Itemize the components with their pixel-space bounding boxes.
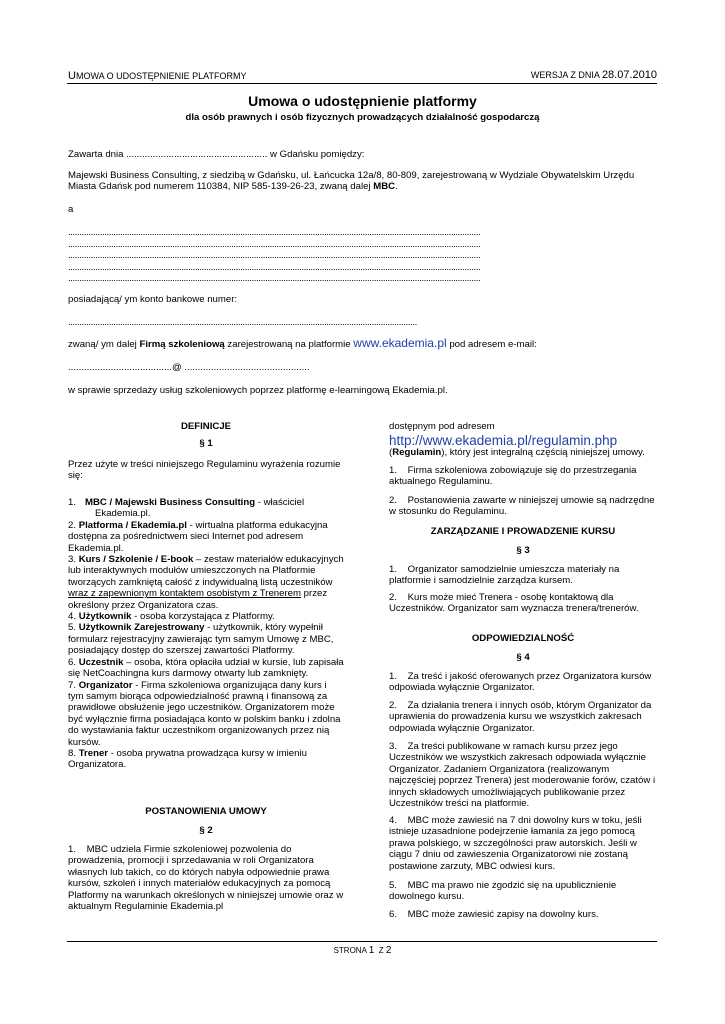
regulamin-intro: dostępnym pod adresem: [389, 421, 495, 432]
heading-par3: § 3: [516, 545, 530, 556]
definition-item: 1. MBC / Majewski Business Consulting - właściciel Ekademia.pl.: [68, 497, 305, 520]
heading-par4: § 4: [516, 652, 530, 663]
ekademia-link[interactable]: www.ekademia.pl: [353, 338, 447, 350]
intro-a: a: [68, 204, 74, 215]
par3-item-2: 2. Kurs może mieć Trenera - osobę kontaktową dla Uczestników. Organizator sam wyznacza trenera/trenerów.: [389, 592, 639, 615]
intro-sprawie: w sprawie sprzedaży usług szkoleniowych poprzez platformę e-learningową Ekademia.pl.: [68, 385, 448, 396]
regulamin-link[interactable]: http://www.ekademia.pl/regulamin.php: [389, 433, 618, 448]
par4-item-1: 1. Za treść i jakość oferowanych przez Organizatora kursów odpowiada wyłącznie Organizator.: [389, 671, 652, 694]
definition-item: 3. Kurs / Szkolenie / E-book – zestaw materiałów edukacyjnych lub interaktywnych modułów umieszczonych na Platformie tworzących zamkniętą całość z indywidualną listą uczestników wraz z zapewnionym kontaktem osobistym z Trenerem przez określony przez Organizatora czas.: [68, 554, 344, 611]
header-version: WERSJA Z DNIA 28.07.2010: [530, 69, 657, 81]
intro-dots-konto: ..........................................................................................................................................................: [68, 317, 417, 328]
par4-item-3: 3. Za treści publikowane w ramach kursu przez jego Uczestników we wszystkich zakresach odpowiada wyłącznie Organizator. Zadaniem Organizatora (realizowanym najczęściej poprzez Trenera) jest moderowanie forów, czatów i innych składowych umożliwiających publikowanie przez Uczestników treści na platformie.: [389, 741, 656, 810]
intro-mbc-line-2: Miasta Gdańsk pod numerem 110384, NIP 585-139-26-23, zwaną dalej MBC.: [68, 181, 398, 192]
definition-item: 5. Użytkownik Zarejestrowany - użytkownik, który wypełnił formularz rejestracyjny zawierając tym samym Umowę z MBC, posiadający dostęp do szerszej zawartości Platformy.: [68, 622, 334, 657]
intro-zwana: zwaną/ ym dalej Firmą szkoleniową zarejestrowaną na platformie www.ekademia.pl pod adresem e-mail:: [68, 338, 537, 350]
par2-item-postanowienia: 2. Postanowienia zawarte w niniejszej umowie są nadrzędne w stosunku do Regulaminu.: [389, 495, 655, 518]
document-subtitle: dla osób prawnych i osób fizycznych prowadzących działalność gospodarczą: [185, 112, 540, 123]
heading-postanowienia: POSTANOWIENIA UMOWY: [145, 806, 267, 817]
heading-par2: § 2: [199, 825, 213, 836]
intro-dots-4: ......................................................................................................................................................................................: [68, 262, 481, 273]
intro-email-dots: .......................................@ ...............................................: [68, 362, 310, 373]
par4-item-6: 6. MBC może zawiesić zapisy na dowolny kurs.: [389, 909, 599, 920]
intro-konto: posiadającą/ ym konto bankowe numer:: [68, 294, 238, 305]
regulamin-desc: (Regulamin), który jest integralną częścią niniejszej umowy.: [389, 447, 645, 458]
definition-item: 7. Organizator - Firma szkoleniowa organizująca dany kurs i tym samym biorąca odpowiedzialność prawną i finansową za prawidłowe obsłużenie jego uczestników. Organizatorem może być wyłącznie firma posiadająca konto w polskim banku i zdolna do wystawiania faktur uczestnikom organizowanych przez nią kursów.: [68, 679, 341, 748]
definition-item: 6. Uczestnik – osoba, która opłaciła udział w kursie, lub zapisała się NetCoachingna kurs darmowy otwarty lub zamknięty.: [68, 656, 344, 680]
definition-item: 8. Trener - osoba prywatna prowadząca kursy w imieniu Organizatora.: [68, 747, 307, 771]
par3-item-1: 1. Organizator samodzielnie umieszcza materiały na platformie i samodzielnie zarządza kursem.: [389, 564, 620, 587]
heading-par1: § 1: [199, 438, 213, 449]
intro-dots-3: ......................................................................................................................................................................................: [68, 250, 481, 261]
header-document-title: UMOWA O UDOSTĘPNIENIE PLATFORMY: [68, 70, 247, 82]
par2-item-1: 1. MBC udziela Firmie szkoleniowej pozwolenia do prowadzenia, promocji i sprzedawania w roli Organizatora własnych lub takich, co do których nabyła odpowiednie prawa kursów, szkoleń i innych materiałów edukacyjnych za pomocą Platformy na warunkach określonych w niniejszej umowie oraz w aktualnym Regulaminie Ekademia.pl: [68, 844, 344, 913]
intro-dots-2: ......................................................................................................................................................................................: [68, 239, 481, 250]
definition-item: 4. Użytkownik - osoba korzystająca z Platformy.: [68, 611, 275, 623]
page-number: STRONA 1 Z 2: [333, 945, 392, 956]
document-title: Umowa o udostępnienie platformy: [248, 93, 477, 109]
intro-mbc-line-1: Majewski Business Consulting, z siedzibą w Gdańsku, ul. Łańcucka 12a/8, 80-809, zarejestrowaną w Wydziale Obywatelskim Urzędu: [68, 170, 635, 181]
definition-item: 2. Platforma / Ekademia.pl - wirtualna platforma edukacyjna dostępna za pośrednictwem sieci Internet pod adresem Ekademia.pl.: [68, 519, 328, 554]
par4-item-4: 4. MBC może zawiesić na 7 dni dowolny kurs w toku, jeśli istnieje uzasadnione podejrzenie łamania za jego pomocą prawa polskiego, w szczególności praw autorskich. Jeśli w ciągu 7 dniu od zawieszenia Organizatorowi nie zostaną postawione zarzuty, MBC odwiesi kurs.: [389, 815, 642, 872]
par4-item-2: 2. Za działania trenera i innych osób, którym Organizator da uprawienia do prowadzenia kursu we wszystkich zakresach odpowiada wyłącznie Organizator.: [389, 700, 652, 734]
footer-rule: [67, 941, 657, 942]
heading-definicje: DEFINICJE: [180, 421, 232, 432]
heading-zarzadzanie: ZARZĄDZANIE I PROWADZENIE KURSU: [430, 526, 616, 537]
definicje-intro: Przez użyte w treści niniejszego Regulaminu wyrażenia rozumie się:: [68, 459, 341, 482]
intro-dots-1: ......................................................................................................................................................................................: [68, 227, 481, 238]
definitions-block: [68, 497, 344, 771]
intro-zawarta: Zawarta dnia ..................................................... w Gdańsku pomiędzy:: [68, 149, 365, 160]
heading-odpowiedzialnosc: ODPOWIEDZIALNOŚĆ: [471, 633, 575, 644]
par4-item-5: 5. MBC ma prawo nie zgodzić się na upublicznienie dowolnego kursu.: [389, 880, 617, 903]
intro-dots-5: ......................................................................................................................................................................................: [68, 273, 481, 284]
par2-item-firma: 1. Firma szkoleniowa zobowiązuje się do przestrzegania aktualnego Regulaminu.: [389, 465, 637, 488]
header-rule: [67, 83, 657, 84]
